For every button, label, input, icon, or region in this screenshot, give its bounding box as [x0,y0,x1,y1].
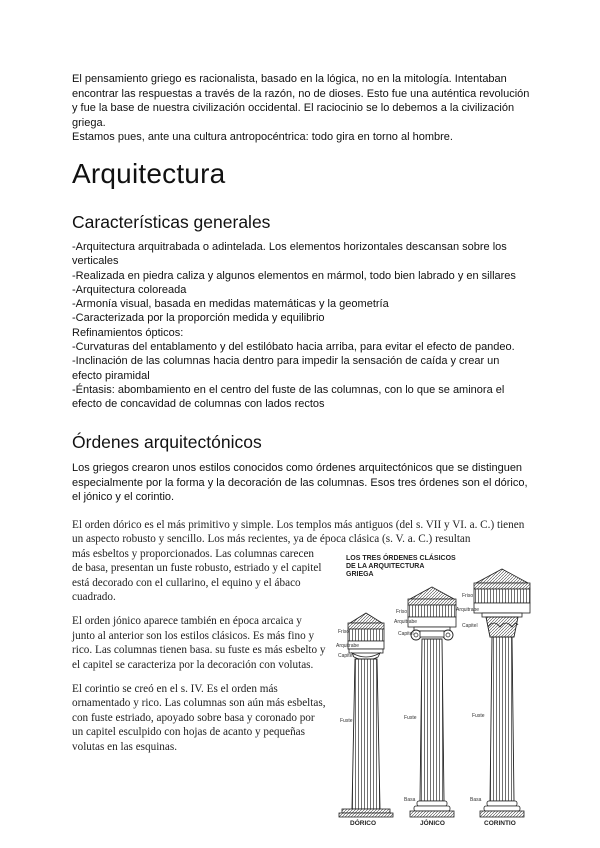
section-title-orders: Órdenes arquitectónicos [72,432,262,452]
label-corinthian: CORINTIO [484,820,516,827]
ionic-paragraph: El orden jónico aparece también en época arcaica y junto al anterior son los estilos clásicos. Es más fino y rico. Las columnas tienen basa. su fuste es más esbelto y el capitel se caracteriza por la decoración con volutas. [72,615,326,671]
columns-illustration [336,553,536,831]
corinthian-column [474,569,530,817]
label-fuste-corinthian: Fuste [472,713,485,719]
list-item: -Caracterizada por la proporción medida y equilibrio [72,312,325,325]
label-arquitrabe-ionic: Arquitrabe [394,619,418,625]
label-arquitrabe-corinthian: Arquitrabe [456,607,480,613]
label-doric: DÓRICO [350,820,376,827]
label-fuste-doric: Fuste [340,718,353,724]
label-friso-ionic: Friso [396,609,408,615]
columns-drawing [336,553,536,831]
label-capitel-corinthian: Capitel [462,623,478,629]
intro-paragraph: El pensamiento griego es racionalista, basado en la lógica, no en la mitología. Intentaban encontrar las respuestas a través de la razón, no de dioses. Esto fue una auténtica revolución y fue la base de nuestra civilización occidental. El raciocinio se lo debemos a la civilización griega. [72,73,530,129]
list-item: -Armonía visual, basada en medidas matemáticas y la geometría [72,298,389,311]
intro-text [72,72,532,145]
figure-title: LOS TRES ÓRDENES CLÁSICOS DE LA ARQUITECTURA GRIEGA [346,555,456,578]
section-title-characteristics: Características generales [72,212,271,232]
doric-paragraph-cont: más esbeltos y proporcionados. Las columnas carecen de basa, presentan un fuste robusto, estriado y el capitel está decorado con el cullarino, el equino y el ábaco cuadrado. [72,547,322,604]
label-basa-ionic: Basa [404,797,416,803]
label-friso-corinthian: Friso [462,593,474,599]
label-arquitrabe-doric: Arquitrabe [336,643,360,649]
orders-paragraph: Los griegos crearon unos estilos conocidos como órdenes arquitectónicos que se distinguen especialmente por la forma y la decoración de las columnas. Esos tres órdenes son el dórico, el jónico y el corintio. [72,462,528,503]
label-friso-doric: Friso [338,629,350,635]
label-basa-corinthian: Basa [470,797,482,803]
list-item: -Realizada en piedra caliza y algunos elementos en mármol, todo bien labrado y en sillares [72,269,516,282]
intro-paragraph: Estamos pues, ante una cultura antropocéntrica: todo gira en torno al hombre. [72,131,453,143]
corinthian-paragraph: El corintio se creó en el s. IV. Es el orden más ornamentado y rico. Las columnas son aún más esbeltas, con fuste estriado, apoyado sobre basa y coronado por un capitel esculpido con hojas de acanto y pequeñas volutas en las esquinas. [72,683,326,753]
list-item: -Inclinación de las columnas hacia dentro para impedir la sensación de caída y crear un efecto piramidal [72,355,500,382]
characteristics-list [72,240,532,412]
label-fuste-ionic: Fuste [404,715,417,721]
main-heading: Arquitectura [72,158,226,189]
label-capitel-doric: Capitel [338,653,354,659]
doric-paragraph: El orden dórico es el más primitivo y simple. Los templos más antiguos (del s. VII y VI. a. C.) tienen un aspecto robusto y sencillo. Los más recientes, ya de época clásica (s. V. a. C.) resultan [72,519,525,546]
label-ionic: JÓNICO [420,820,445,827]
list-item: -Curvaturas del entablamento y del estilóbato hacia arriba, para evitar el efecto de pandeo. [72,341,515,354]
list-item: -Arquitectura coloreada [72,283,187,296]
list-item: -Éntasis: abombamiento en el centro del fuste de las columnas, con lo que se aminora el efecto de concavidad de columnas con lados rectos [72,383,505,411]
list-item: Refinamientos ópticos: [72,326,184,339]
label-capitel-ionic: Capitel [398,631,414,637]
list-item: -Arquitectura arquitrabada o adintelada. Los elementos horizontales descansan sobre los verticales [72,241,507,268]
